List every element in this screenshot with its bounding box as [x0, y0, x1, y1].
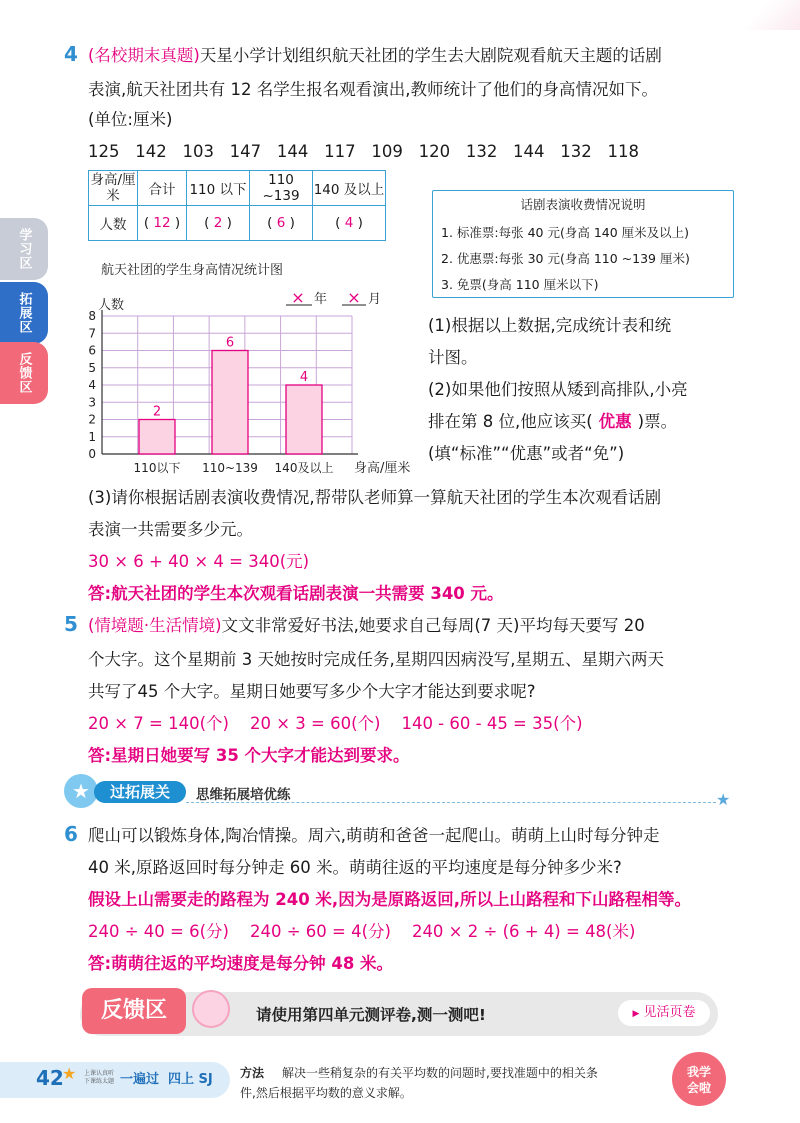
table-header-140-above: 140 及以上	[313, 171, 386, 206]
chart-y-label: 人数	[98, 298, 125, 313]
chart-date-text: 年	[314, 292, 328, 307]
chart-y-tick: 2	[88, 412, 96, 427]
table-header-height: 身高/厘米	[90, 172, 136, 204]
chart-bar-value-label: 6	[225, 335, 235, 351]
q4-tag: (名校期末真题)	[88, 46, 200, 65]
chart-category-label: 110~139	[202, 461, 258, 475]
q5-line-1: (情境题·生活情境)文文非常爱好书法,她要求自己每周(7 天)平均每天要写 20	[88, 616, 645, 635]
chart-y-tick: 0	[88, 447, 96, 461]
height-bar-chart	[62, 256, 422, 478]
q4-sub1-line-b: 计图。	[428, 348, 478, 367]
page-footer	[0, 1052, 800, 1123]
side-tab-expand[interactable]: 拓展区	[0, 282, 48, 344]
q4-sub2-answer[interactable]: 优惠	[598, 412, 632, 431]
chart-y-tick: 8	[88, 309, 96, 323]
table-header-total: 合计	[138, 171, 187, 206]
chart-bar-value-label: 4	[299, 370, 309, 385]
q4-sub1-line-a: (1)根据以上数据,完成统计表和统	[428, 316, 672, 335]
question-number-4: 4	[64, 42, 78, 66]
banner-divider	[186, 802, 716, 803]
fee-row-discount: 2. 优惠票:每张 30 元(身高 110 ~139 厘米)	[441, 251, 690, 266]
q6-answer: 答:萌萌往返的平均速度是每分钟 48 米。	[88, 954, 394, 973]
fee-row-free: 3. 免票(身高 110 厘米以下)	[441, 277, 599, 292]
banner-end-star-icon: ★	[716, 790, 731, 809]
chart-y-tick: 4	[88, 378, 96, 392]
q5-calc: 20 × 7 = 140(个) 20 × 3 = 60(个) 140 - 60 - 45 = 35(个)	[88, 714, 583, 733]
q5-tag: (情境题·生活情境)	[88, 616, 222, 635]
method-line-1: 解决一些稍复杂的有关平均数的问题时,要找准题中的相关条	[282, 1066, 598, 1080]
chart-bar-value-label: 2	[152, 404, 162, 420]
chart-x-label: 身高/厘米	[354, 461, 411, 476]
q4-sub2-line-b: 排在第 8 位,他应该买( 优惠 )票。	[428, 412, 678, 431]
q5-answer: 答:星期日她要写 35 个大字才能达到要求。	[88, 746, 410, 765]
grade-label: 四上 SJ	[168, 1072, 213, 1087]
brand-small-2: 下课练太题	[84, 1078, 115, 1085]
table-cell-total[interactable]: ( 12 )	[138, 206, 187, 241]
method-label: 方法	[240, 1066, 265, 1080]
chart-bar	[139, 420, 175, 455]
chart-bar	[212, 351, 248, 455]
question-number-6: 6	[64, 822, 78, 846]
banner-title: 过拓展关	[94, 781, 186, 803]
table-header-below-110: 110 以下	[187, 171, 250, 206]
brand-small-1: 上课认真听	[84, 1070, 115, 1077]
learned-badge[interactable]: 我学 会啦	[672, 1052, 726, 1106]
fee-info-box	[432, 190, 734, 298]
q4-line-2: 表演,航天社团共有 12 名学生报名观看演出,教师统计了他们的身高情况如下。	[88, 80, 658, 99]
q6-line-2: 40 米,原路返回时每分钟走 60 米。萌萌往返的平均速度是每分钟多少米?	[88, 858, 622, 877]
feedback-mascot-icon	[192, 990, 230, 1028]
fee-title: 话剧表演收费情况说明	[520, 197, 646, 212]
q4-answer: 答:航天社团的学生本次观看话剧表演一共需要 340 元。	[88, 584, 504, 603]
chart-y-tick: 5	[88, 360, 96, 375]
q4-data-row: 125 142 103 147 144 117 109 120 132 144 132 118	[88, 142, 640, 161]
q6-calc: 240 ÷ 40 = 6(分) 240 ÷ 60 = 4(分) 240 × 2 ÷ (6 + 4) = 48(米)	[88, 922, 636, 941]
table-header-110-139: 110 ~139	[250, 171, 313, 206]
chart-y-tick: 1	[88, 429, 96, 444]
q6-assumption: 假设上山需要走的路程为 240 米,因为是原路返回,所以上山路程和下山路程相等。	[88, 890, 691, 909]
question-number-5: 5	[64, 612, 78, 636]
method-line-2: 件,然后根据平均数的意义求解。	[240, 1086, 412, 1100]
chart-date-text-month: 月	[368, 292, 382, 307]
height-table	[88, 170, 386, 241]
chart-bar	[286, 385, 322, 454]
q4-line-1: (名校期末真题)天星小学计划组织航天社团的学生去大剧院观看航天主题的话剧	[88, 46, 662, 65]
chart-date-mark-year: ×	[291, 288, 305, 307]
chart-category-label: 110以下	[133, 461, 181, 475]
table-row-label: 人数	[89, 206, 138, 241]
q5-line-2: 个大字。这个星期前 3 天她按时完成任务,星期四因病没写,星期五、星期六两天	[88, 650, 664, 669]
chart-date-mark-month: ×	[347, 288, 361, 307]
fee-row-standard: 1. 标准票:每张 40 元(身高 140 厘米及以上)	[441, 225, 690, 240]
brand-star-icon: ★	[62, 1064, 77, 1083]
feedback-link-button[interactable]: ▶ 见活页卷	[618, 1000, 710, 1026]
table-cell-below-110[interactable]: ( 2 )	[187, 206, 250, 241]
q4-line-3: (单位:厘米)	[88, 110, 173, 129]
q4-sub3-line-a: (3)请你根据话剧表演收费情况,帮带队老师算一算航天社团的学生本次观看话剧	[88, 488, 662, 507]
table-cell-110-139[interactable]: ( 6 )	[250, 206, 313, 241]
page-number: 42	[36, 1066, 64, 1090]
q6-line-1: 爬山可以锻炼身体,陶冶情操。周六,萌萌和爸爸一起爬山。萌萌上山时每分钟走	[88, 826, 660, 845]
chart-y-tick: 3	[88, 395, 96, 410]
q4-sub2-hint: (填“标准”“优惠”或者“免”)	[428, 444, 625, 463]
corner-decoration	[730, 0, 800, 30]
feedback-tag: 反馈区	[82, 988, 186, 1034]
chart-y-tick: 7	[88, 326, 96, 341]
banner-star-icon: ★	[64, 774, 98, 808]
side-tab-study[interactable]: 学习区	[0, 218, 48, 280]
chart-title: 航天社团的学生身高情况统计图	[100, 263, 284, 278]
table-cell-140-above[interactable]: ( 4 )	[313, 206, 386, 241]
q4-sub3-line-b: 表演一共需要多少元。	[88, 520, 253, 539]
play-icon: ▶	[632, 1009, 640, 1019]
q4-calc: 30 × 6 + 40 × 4 = 340(元)	[88, 552, 310, 571]
banner-subtitle: 思维拓展培优练	[196, 787, 291, 803]
feedback-text: 请使用第四单元测评卷,测一测吧!	[256, 1006, 486, 1024]
q5-line-3: 共写了45 个大字。星期日她要写多少个大字才能达到要求呢?	[88, 682, 536, 701]
side-tab-feedback[interactable]: 反馈区	[0, 342, 48, 404]
chart-category-label: 140及以上	[274, 461, 334, 475]
brand-name: 一遍过	[120, 1072, 160, 1087]
chart-y-tick: 6	[88, 343, 96, 358]
q4-sub2-line-a: (2)如果他们按照从矮到高排队,小亮	[428, 380, 688, 399]
